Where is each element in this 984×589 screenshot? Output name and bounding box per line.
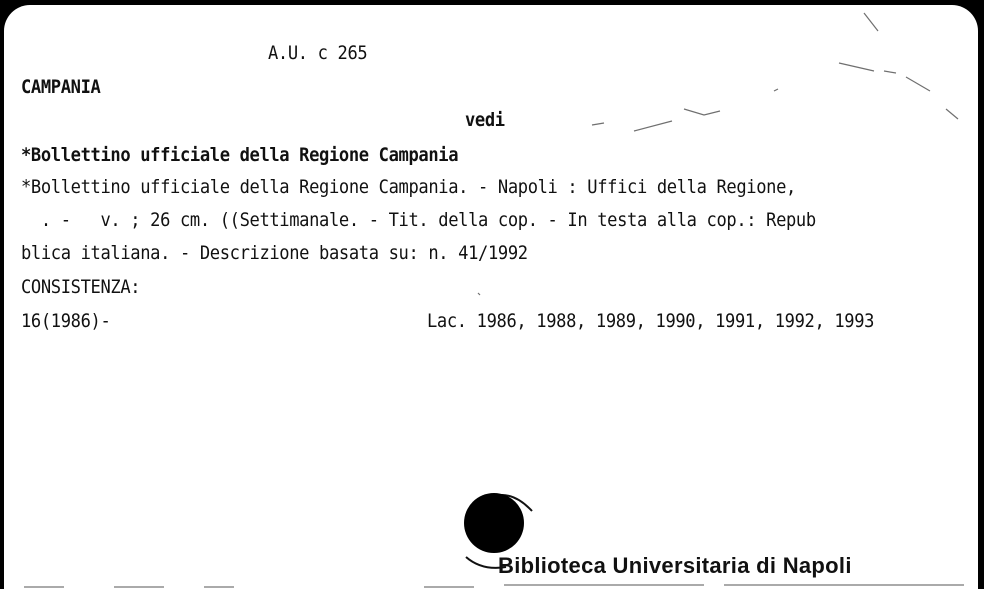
description-line-3: blica italiana. - Descrizione basata su: n. 41/1992 xyxy=(21,242,528,264)
description-line-2: . - v. ; 26 cm. ((Settimanale. - Tit. della cop. - In testa alla cop.: Repub xyxy=(21,209,816,231)
library-name: Biblioteca Universitaria di Napoli xyxy=(498,553,852,578)
holdings-gaps: Lac. 1986, 1988, 1989, 1990, 1991, 1992, 1993 xyxy=(427,310,875,332)
subject-heading: CAMPANIA xyxy=(21,76,101,98)
catalog-card xyxy=(4,5,978,589)
holdings-start: 16(1986)- xyxy=(21,310,111,332)
see-reference-label: vedi xyxy=(465,109,505,131)
description-line-1: *Bollettino ufficiale della Regione Campania. - Napoli : Uffici della Regione, xyxy=(21,176,796,198)
holdings-label: CONSISTENZA: xyxy=(21,276,141,298)
see-reference-target: *Bollettino ufficiale della Regione Campania xyxy=(21,144,459,166)
call-number: A.U. c 265 xyxy=(268,42,368,64)
